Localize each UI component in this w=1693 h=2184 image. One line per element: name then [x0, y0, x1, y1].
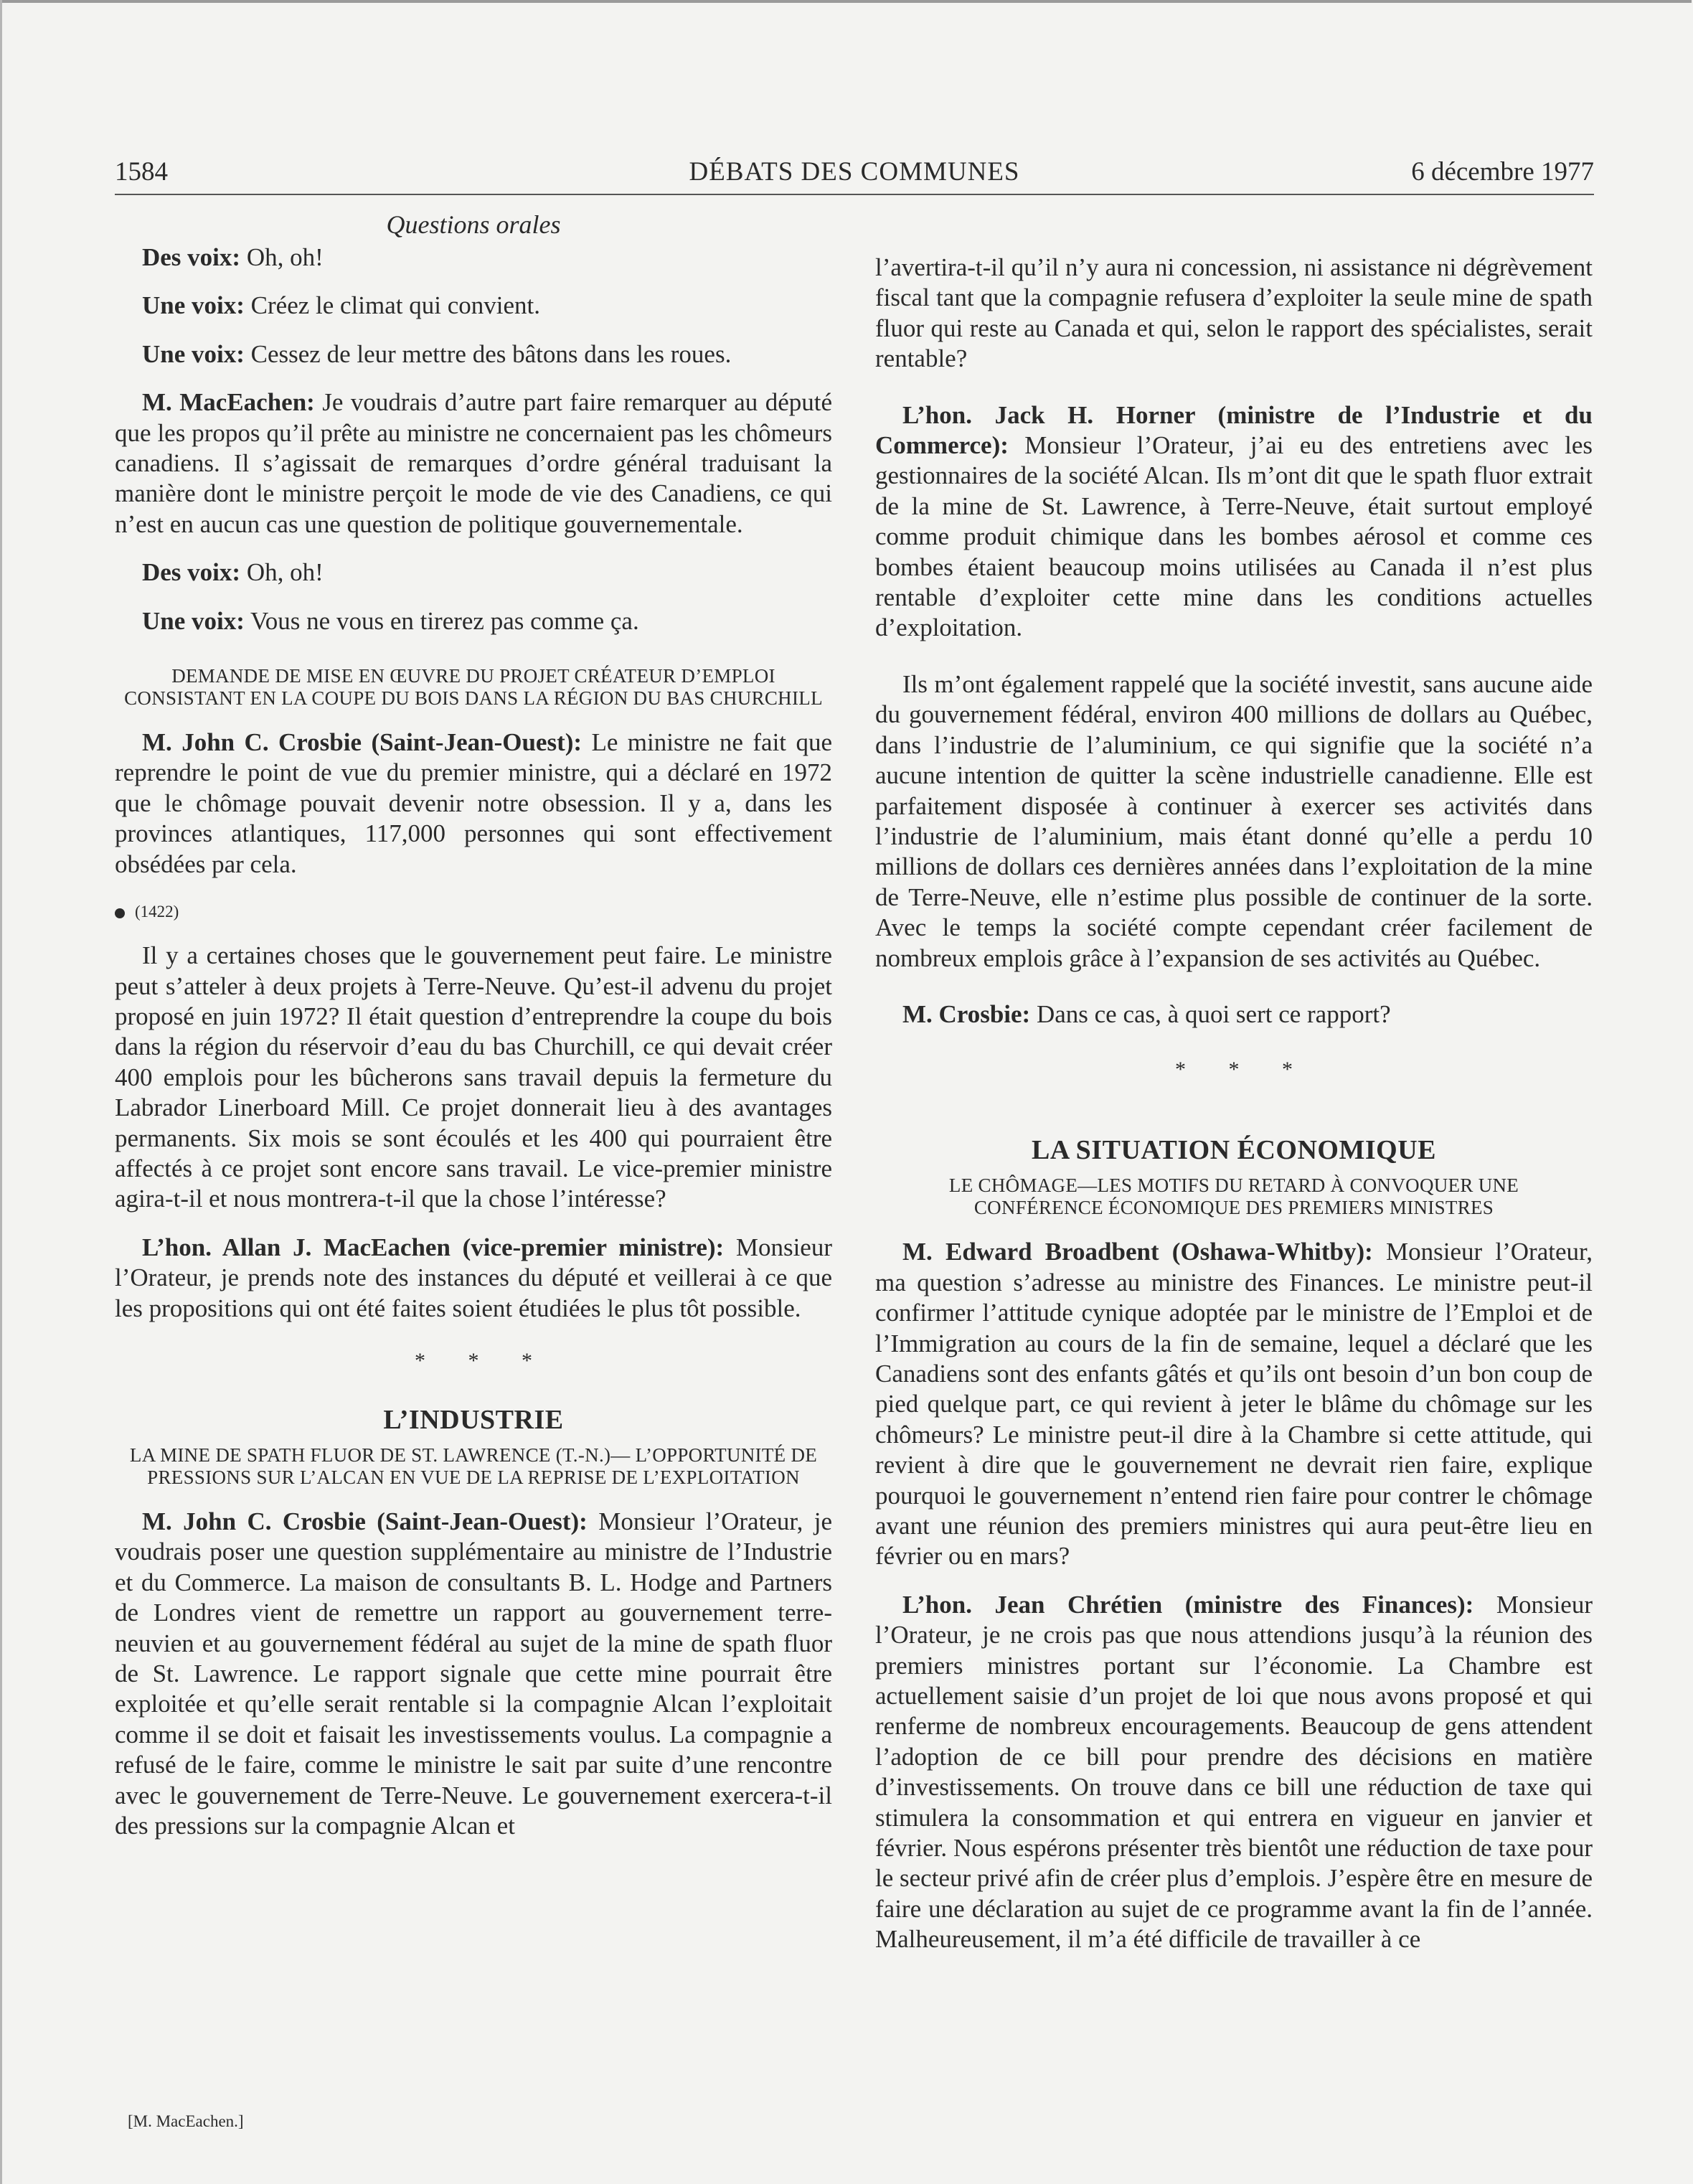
right-column: [875, 253, 1593, 1955]
speech-text: Dans ce cas, à quoi sert ce rapport?: [1030, 999, 1391, 1028]
subject-heading: DEMANDE DE MISE EN ŒUVRE DU PROJET CRÉATEUR D’EMPLOI CONSISTANT EN LA COUPE DU BOIS DANS LA RÉGION DU BAS CHURCHILL: [124, 665, 823, 710]
footer-speaker-note: [M. MacEachen.]: [128, 2112, 244, 2130]
paragraph: [115, 387, 832, 540]
paragraph: [115, 557, 832, 588]
paragraph: [115, 1507, 832, 1841]
speech-text: Monsieur l’Orateur, ma question s’adresse au ministre des Finances. Le ministre peut-il confirmer l’attitude cynique adoptée par le ministre de l’Emploi et de l’Immigration au cours de la fin de semaine, lequel a déclaré que les Canadiens sont des enfants gâtés et qu’ils ont besoin d’un bon coup de pied quelque part, ce qui revient à jeter le blâme du chômage sur les chômeurs? Le ministre peut-il dire à la Chambre si cette attitude, qui revient à dire que le gouvernement ne devrait rien faire, explique pourquoi le gouvernement n’entend rien faire pour contrer le chômage avant une réunion des premiers ministres qui aura peut-être lieu en février ou en mars?: [875, 1238, 1593, 1571]
section-separator: * * *: [415, 1348, 551, 1373]
speaker-name: L’hon. Jack H. Horner (ministre de l’Industrie et du Commerce):: [875, 400, 1593, 460]
section-separator: * * *: [1175, 1058, 1311, 1082]
speaker-name: M. John C. Crosbie (Saint-Jean-Ouest):: [142, 1507, 588, 1535]
paragraph: [115, 291, 832, 321]
paragraph: [115, 728, 832, 880]
running-header: [115, 154, 1594, 195]
paragraph: [875, 400, 1593, 644]
speaker-name: Des voix:: [142, 558, 241, 587]
speaker-name: Une voix:: [142, 339, 245, 368]
speech-text: Oh, oh!: [240, 558, 324, 587]
paragraph: l’avertira-t-il qu’il n’y aura ni concession, ni assistance ni dégrèvement fiscal tant que la compagnie refusera d’exploiter la seule mine de spath fluor qui reste au Canada et qui, selon le rapport des spécialistes, serait rentable?: [875, 253, 1593, 373]
page-top-edge: [0, 0, 1692, 3]
speech-text: Monsieur l’Orateur, je voudrais poser une question supplémentaire au ministre de l’Industrie et du Commerce. La maison de consultants B. L. Hodge and Partners de Londres vient de remettre un rapport au gouvernement terre-neuvien et au gouvernement fédéral au sujet de la mine de spath fluor de St. Lawrence. Le rapport signale que cette mine pourrait être exploitée et qu’elle serait rentable si la compagnie Alcan l’exploitait comme il se doit et faisait les investissements voulus. La compagnie a refusé de le faire, comme le ministre le sait par suite d’une rencontre avec le gouvernement de Terre-Neuve. Le gouvernement exercera-t-il des pressions sur la compagnie Alcan et: [115, 1507, 832, 1840]
speech-text: Je voudrais d’autre part faire remarquer au député que les propos qu’il prête au ministre ne concernaient pas les chômeurs canadiens. Il s’agissait de remarques d’ordre général traduisant la manière dont le ministre perçoit le mode de vie des Canadiens, ce qui n’est en aucun cas une question de politique gouvernementale.: [115, 388, 832, 538]
speech-text: Monsieur l’Orateur, je prends note des instances du député et veillerai à ce que les propositions qui ont été faites soient étudiées le plus tôt possible.: [115, 1233, 832, 1322]
paragraph: [875, 1590, 1593, 1955]
speaker-name: M. Edward Broadbent (Oshawa-Whitby):: [902, 1238, 1373, 1266]
speech-text: Oh, oh!: [240, 243, 324, 271]
speech-text: Cessez de leur mettre des bâtons dans les roues.: [244, 339, 732, 368]
page-left-edge: [0, 0, 2, 2184]
speech-text: Monsieur l’Orateur, je ne crois pas que nous attendions jusqu’à la réunion des premiers ministres portant sur l’économie. La Chambre est actuellement saisie d’un projet de loi que nous avons proposé et qui renferme de nombreux encouragements. Beaucoup de gens attendent l’adoption de ce bill pour prendre des décisions en matière d’investissements. On trouve dans ce bill une réduction de taxe qui stimulera la consommation et qui entrera en vigueur en janvier et février. Nous espérons présenter très bientôt une réduction de taxe pour le secteur privé afin de créer plus d’emplois. J’espère être en mesure de faire une déclaration au sujet de ce programme avant la fin de l’année. Malheureusement, il m’a été difficile de travailler à ce: [875, 1590, 1593, 1954]
speaker-name: L’hon. Jean Chrétien (ministre des Finances):: [902, 1590, 1474, 1619]
subject-heading: LA MINE DE SPATH FLUOR DE ST. LAWRENCE (T.-N.)— L’OPPORTUNITÉ DE PRESSIONS SUR L’ALCAN EN VUE DE LA REPRISE DE L’EXPLOITATION: [129, 1444, 818, 1488]
page-number: 1584: [115, 157, 168, 187]
paragraph: [115, 339, 832, 370]
paragraph: [115, 243, 832, 273]
paragraph: [875, 999, 1593, 1030]
paragraph: [115, 606, 832, 636]
publication-date: 6 décembre 1977: [1411, 157, 1594, 187]
speaker-name: Une voix:: [142, 606, 245, 635]
speaker-name: L’hon. Allan J. MacEachen (vice-premier ministre):: [142, 1233, 725, 1261]
section-heading: L’INDUSTRIE: [383, 1404, 564, 1435]
speech-text: Le ministre ne fait que reprendre le point de vue du premier ministre, qui a déclaré en 1972 que le chômage pouvait devenir notre obsession. Il y a, dans les provinces atlantiques, 117,000 personnes qui sont effectivement obsédées par cela.: [115, 728, 832, 878]
paragraph: [875, 1237, 1593, 1571]
speaker-name: M. Crosbie:: [902, 999, 1031, 1028]
subject-heading: LE CHÔMAGE—LES MOTIFS DU RETARD À CONVOQUER UNE CONFÉRENCE ÉCONOMIQUE DES PREMIERS MINISTRES: [948, 1175, 1519, 1219]
speaker-name: M. John C. Crosbie (Saint-Jean-Ouest):: [142, 728, 583, 757]
section-label: Questions orales: [386, 210, 561, 239]
bullet-icon: [115, 908, 125, 918]
speech-text: Monsieur l’Orateur, j’ai eu des entretiens avec les gestionnaires de la société Alcan. Ils m’ont dit que le spath fluor extrait de la mine de St. Lawrence, à Terre-Neuve, était surtout employé comme produit chimique dans les bombes aérosol et comme ces bombes étaient beaucoup moins utilisées au Canada il n’est plus rentable d’exploiter cette mine dans les conditions actuelles d’exploitation.: [875, 431, 1593, 642]
time-marker: (1422): [115, 901, 832, 923]
speech-text: Créez le climat qui convient.: [244, 291, 540, 320]
section-heading: LA SITUATION ÉCONOMIQUE: [1031, 1135, 1436, 1166]
publication-title: DÉBATS DES COMMUNES: [689, 157, 1020, 187]
paragraph: Ils m’ont également rappelé que la société investit, sans aucune aide du gouvernement fédéral, environ 400 millions de dollars au Québec, dans l’industrie de l’aluminium, ce qui signifie que la société n’a aucune intention de quitter la scène industrielle canadienne. Elle est parfaitement disposée à continuer à exercer ses activités dans l’industrie de l’aluminium, mais étant donné qu’elle a perdu 10 millions de dollars ces dernières années dans l’exploitation de la mine de Terre-Neuve, elle n’estime plus possible de continuer de la sorte. Avec le temps la société compte cependant créer facilement de nombreux emplois grâce à l’expansion de ses activités au Québec.: [875, 669, 1593, 972]
left-column: [115, 202, 832, 1841]
speaker-name: Une voix:: [142, 291, 245, 320]
speaker-name: M. MacEachen:: [142, 388, 315, 417]
paragraph: Il y a certaines choses que le gouvernement peut faire. Le ministre peut s’atteler à deux projets à Terre-Neuve. Qu’est-il advenu du projet proposé en juin 1972? Il était question d’entreprendre la coupe du bois dans la région du réservoir d’eau du bas Churchill, ce qui devait créer 400 emplois pour les bûcherons sans travail depuis la fermeture du Labrador Linerboard Mill. Ce projet donnerait lieu à des avantages permanents. Six mois se sont écoulés et les 400 qui pourraient être affectés à ce projet sont encore sans travail. Le vice-premier ministre agira-t-il et nous montrera-t-il que la chose l’intéresse?: [115, 941, 832, 1213]
speaker-name: Des voix:: [142, 243, 241, 271]
speech-text: Vous ne vous en tirerez pas comme ça.: [244, 606, 639, 635]
paragraph: [115, 1233, 832, 1324]
